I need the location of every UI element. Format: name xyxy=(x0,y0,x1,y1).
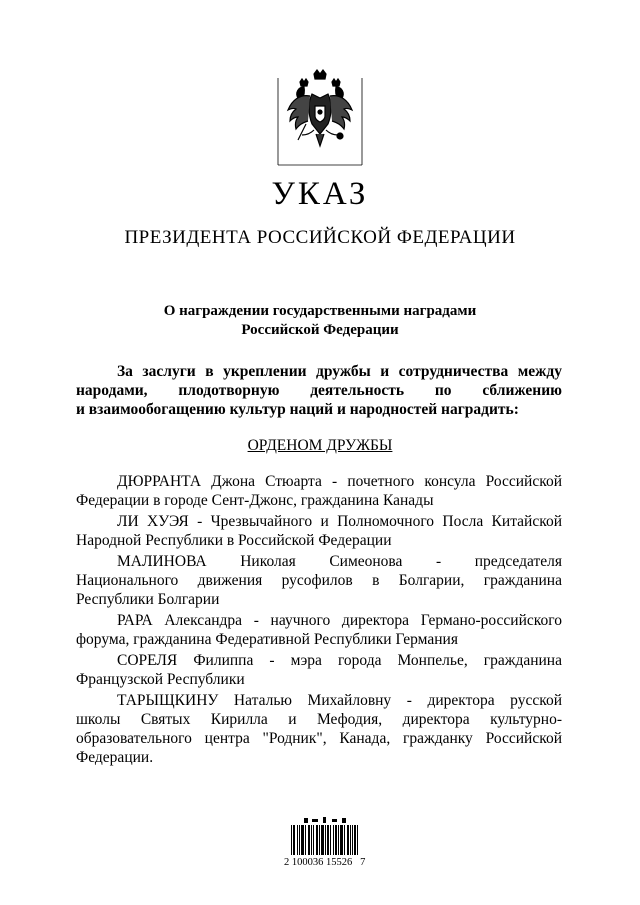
awardee-line: школы Святых Кирилла и Мефодия, директора культурно- xyxy=(76,711,562,728)
document-title: УКАЗ xyxy=(271,176,369,212)
awardee-item xyxy=(76,472,562,510)
awardee-line: образовательного центра "Родник", Канада, гражданку Российской xyxy=(76,730,562,747)
preamble-line-3: и взаимообогащению культур наций и народностей наградить: xyxy=(76,401,519,418)
awardee-line: ДЮРРАНТА Джона Стюарта - почетного консула Российской xyxy=(117,473,562,490)
barcode-image xyxy=(290,817,360,855)
awardee-line: Французской Республики xyxy=(76,671,245,688)
coat-of-arms-emblem xyxy=(276,68,364,166)
awardee-line: Национального движения русофилов в Болгарии, гражданина xyxy=(76,572,562,589)
awardee-line: ТАРЫЩКИНУ Наталью Михайловну - директора русской xyxy=(117,692,562,709)
awardee-item xyxy=(76,691,562,767)
awardee-list xyxy=(76,472,562,769)
awardee-line: МАЛИНОВА Николая Симеонова - председателя xyxy=(117,553,562,570)
awardee-line: Народной Республики в Российской Федерации xyxy=(76,532,392,549)
awardee-item xyxy=(76,552,562,609)
preamble-line-1: За заслуги в укреплении дружбы и сотрудничества между xyxy=(117,363,562,380)
awardee-line: Республики Болгарии xyxy=(76,591,220,608)
document-subtitle: ПРЕЗИДЕНТА РОССИЙСКОЙ ФЕДЕРАЦИИ xyxy=(124,227,516,248)
awardee-item xyxy=(76,651,562,689)
subject-line-2: Российской Федерации xyxy=(241,322,399,338)
order-name: ОРДЕНОМ ДРУЖБЫ xyxy=(247,437,393,454)
decree-preamble xyxy=(76,362,562,419)
decree-subject xyxy=(0,302,640,340)
awardee-line: форума, гражданина Федеративной Республики Германия xyxy=(76,631,458,648)
awardee-item xyxy=(76,611,562,649)
preamble-line-2: народами, плодотворную деятельность по сближению xyxy=(76,382,562,399)
awardee-line: ЛИ ХУЭЯ - Чрезвычайного и Полномочного Посла Китайской xyxy=(117,513,562,530)
awardee-item xyxy=(76,512,562,550)
awardee-line: СОРЕЛЯ Филиппа - мэра города Монпелье, гражданина xyxy=(117,652,562,669)
barcode-number: 2 100036 15526 7 xyxy=(284,857,366,868)
awardee-line: Федерации. xyxy=(76,749,154,766)
subject-line-1: О награждении государственными наградами xyxy=(163,303,477,319)
awardee-line: РАРА Александра - научного директора Германо-российского xyxy=(117,612,562,629)
awardee-line: Федерации в городе Сент-Джонс, гражданина Канады xyxy=(76,492,434,509)
